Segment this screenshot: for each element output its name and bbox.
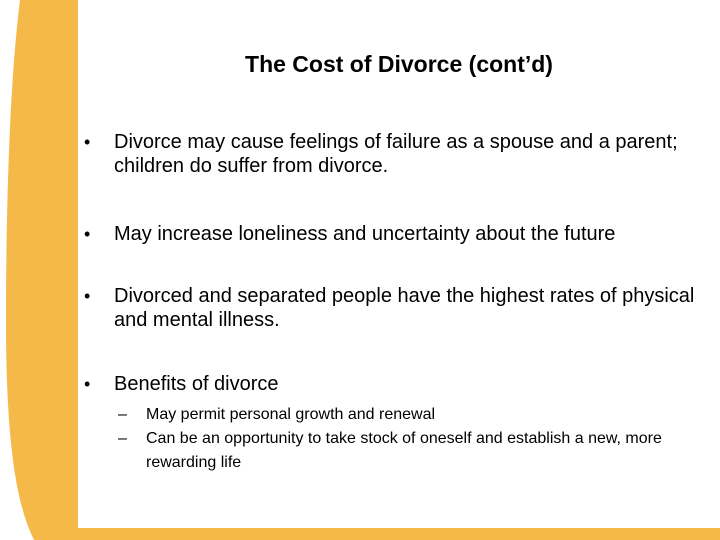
bullet-item [84,372,714,396]
bullet-text: Divorced and separated people have the highest rates of physical and mental illness. [114,285,695,331]
sub-bullet-list [118,403,718,475]
bullet-marker: • [84,286,91,306]
sub-bullet-text: May permit personal growth and renewal [146,406,436,423]
dash-marker: – [118,430,127,447]
bullet-text: Benefits of divorce [114,373,279,395]
bullet-item [84,222,720,246]
dash-marker: – [118,406,127,423]
sub-bullet-item [118,403,718,427]
bullet-text: May increase loneliness and uncertainty about the future [114,223,616,245]
bullet-marker: • [84,224,91,244]
bullet-marker: • [84,374,91,394]
bullet-text: Divorce may cause feelings of failure as a spouse and a parent; children do suffer from divorce. [114,131,678,177]
bullet-item [84,130,714,178]
bullet-item [84,284,714,332]
sub-bullet-text: Can be an opportunity to take stock of oneself and establish a new, more rewarding life [146,430,662,471]
sub-bullet-item [118,427,718,475]
slide-title: The Cost of Divorce (cont’d) [245,51,553,77]
bullet-marker: • [84,132,91,152]
